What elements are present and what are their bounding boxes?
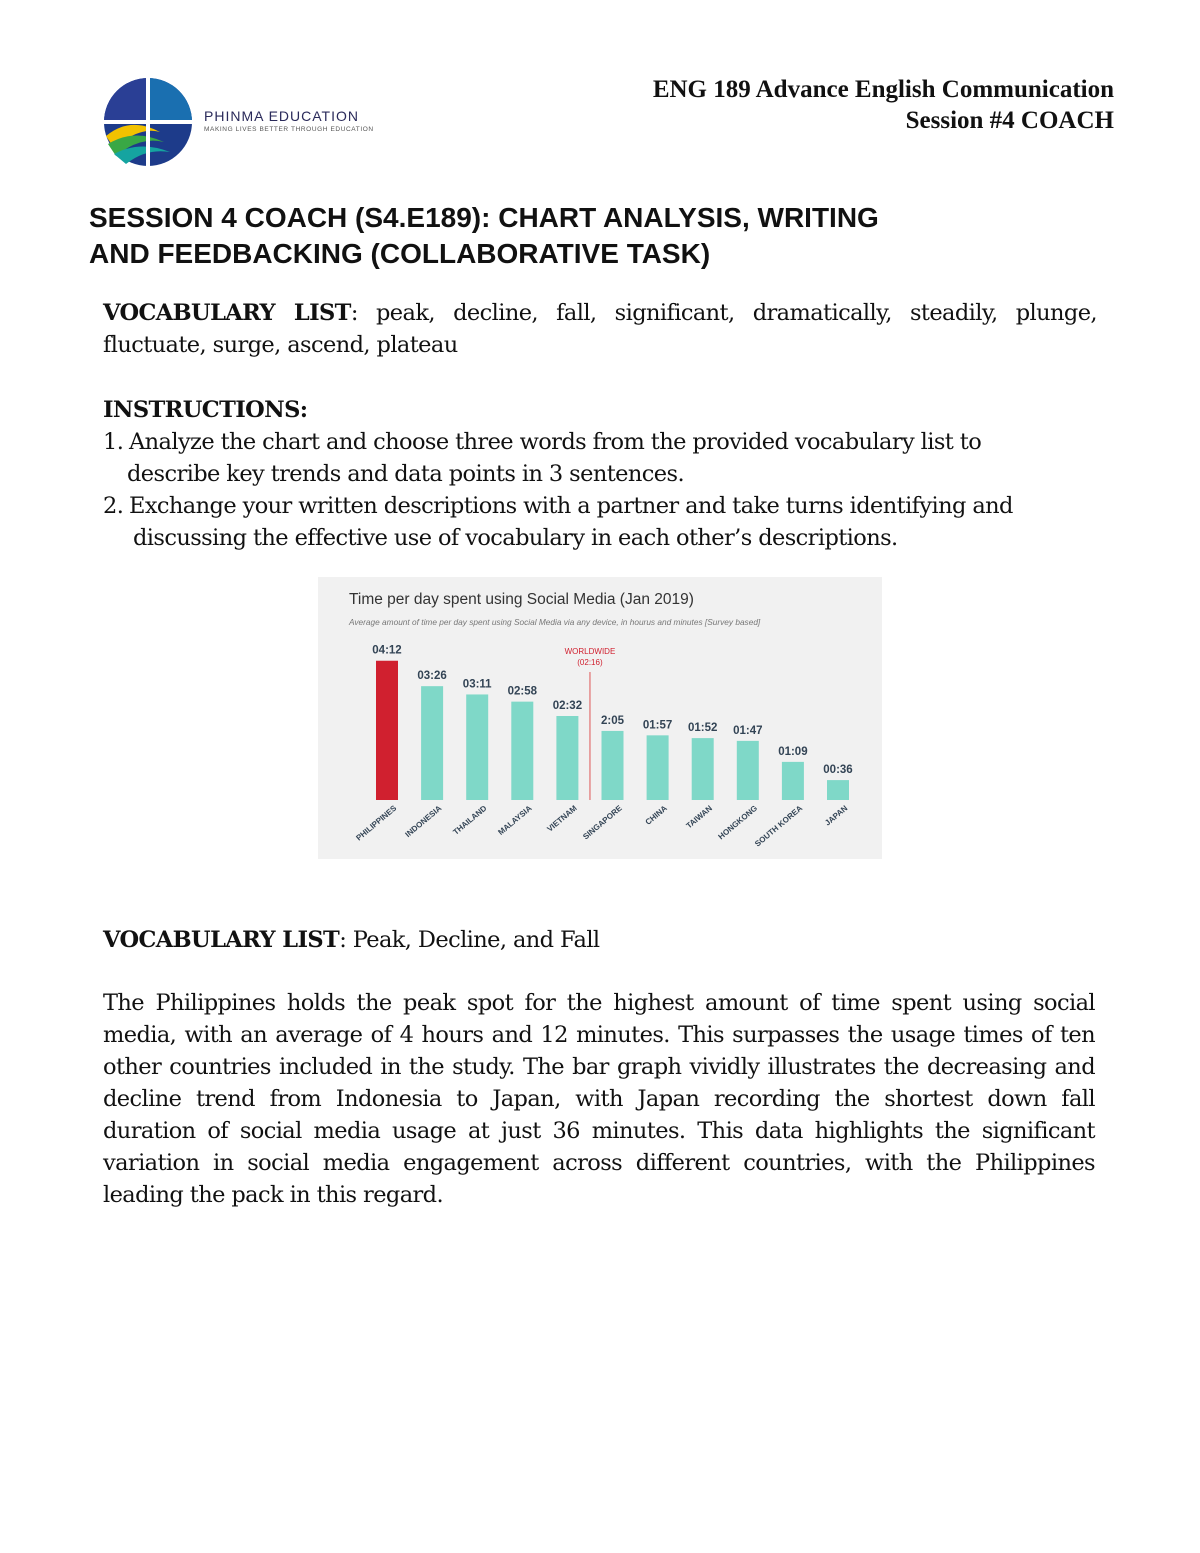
bar-value-label: 02:58 (507, 685, 538, 698)
social-media-chart (318, 577, 882, 859)
instruction-item (103, 490, 1103, 554)
chart-bar (511, 702, 533, 800)
answer-paragraph: The Philippines holds the peak spot for the highest amount of time spent using social media, with an average of 4 hours and 12 minutes. This surpasses the usage times of ten other countries included in the study. The bar graph vividly illustrates the decreasing and decline trend from Indonesia to Japan, with Japan recording the shortest down fall duration of social media usage at just 36 minutes. This data highlights the significant variation in social media engagement across different countries, with the Philippines leading the pack in this regard. (103, 990, 1095, 1208)
answer-vocabulary-words: : Peak, Decline, and Fall (339, 927, 600, 953)
category-label: SINGAPORE (581, 803, 624, 842)
bar-value-label: 02:32 (552, 700, 583, 713)
category-label: VIETNAM (545, 803, 579, 834)
chart-bar (466, 694, 488, 800)
phinma-logo (100, 72, 374, 172)
bar-value-label: 01:47 (733, 724, 763, 737)
bar-value-label: 03:26 (417, 670, 447, 683)
logo-name: PHINMA EDUCATION (204, 108, 359, 124)
chart-bar (737, 741, 759, 800)
bar-value-label: 00:36 (823, 764, 853, 777)
worldwide-value: (02:16) (577, 658, 603, 667)
instruction-text: Exchange your written descriptions with a partner and take turns identifying and (129, 493, 1013, 519)
bar-value-label: 01:09 (778, 745, 808, 758)
category-label: THAILAND (451, 803, 489, 837)
category-label: TAIWAN (684, 803, 714, 831)
answer-vocabulary-label: VOCABULARY LIST (103, 927, 340, 953)
title-line-1: SESSION 4 COACH (S4.E189): CHART ANALYSIS, WRITING (89, 202, 879, 233)
category-label: MALAYSIA (496, 803, 534, 837)
chart-bar (692, 738, 714, 800)
category-label: INDONESIA (403, 803, 444, 840)
category-label: HONGKONG (716, 803, 760, 842)
instruction-number: 2. (103, 493, 124, 519)
instructions-heading: INSTRUCTIONS: (103, 397, 308, 423)
phinma-logo-mark (100, 72, 196, 172)
bar-value-label: 01:52 (687, 722, 718, 735)
answer-vocabulary (103, 924, 600, 956)
vocabulary-label: VOCABULARY LIST (103, 300, 351, 326)
chart-bar (376, 661, 398, 800)
category-label: JAPAN (823, 803, 850, 828)
chart-bar (602, 731, 624, 800)
chart-subtitle: Average amount of time per day spent using Social Media via any device, in hourus and minutes [Survey based] (349, 617, 761, 627)
vocabulary-list (103, 297, 1097, 361)
chart-bar (556, 716, 578, 800)
chart-bar (827, 780, 849, 800)
course-header (653, 74, 1114, 136)
chart-bar (647, 735, 669, 800)
chart-plot (318, 577, 882, 859)
chart-bar (421, 686, 443, 800)
bar-value-label: 2:05 (600, 714, 625, 727)
course-title: ENG 189 Advance English Communication (652, 76, 1114, 103)
category-label: SOUTH KOREA (753, 803, 805, 849)
instruction-text-continued: discussing the effective use of vocabulary in each other’s descriptions. (133, 525, 898, 551)
category-label: CHINA (643, 803, 669, 827)
bar-value-label: 03:11 (462, 678, 492, 691)
instruction-text: Analyze the chart and choose three words from the provided vocabulary list to (129, 429, 982, 455)
chart-title: Time per day spent using Social Media (Jan 2019) (349, 591, 694, 608)
instruction-text-continued: describe key trends and data points in 3 sentences. (127, 461, 684, 487)
page-title (89, 200, 1089, 272)
chart-bar (782, 762, 804, 800)
worldwide-label: WORLDWIDE (564, 647, 616, 656)
category-label: PHILIPPINES (354, 803, 399, 843)
instruction-item (103, 426, 1103, 490)
vocabulary-words: : peak, decline, fall, significant, dramatically, steadily, plunge, fluctuate, surge, ascend, plateau (103, 300, 1097, 358)
bar-value-label: 01:57 (642, 719, 673, 732)
bar-value-label: 04:12 (372, 644, 402, 657)
session-label: Session #4 COACH (905, 107, 1114, 134)
title-line-2: AND FEEDBACKING (COLLABORATIVE TASK) (89, 238, 711, 269)
logo-tagline: MAKING LIVES BETTER THROUGH EDUCATION (204, 126, 374, 133)
instruction-number: 1. (103, 429, 124, 455)
